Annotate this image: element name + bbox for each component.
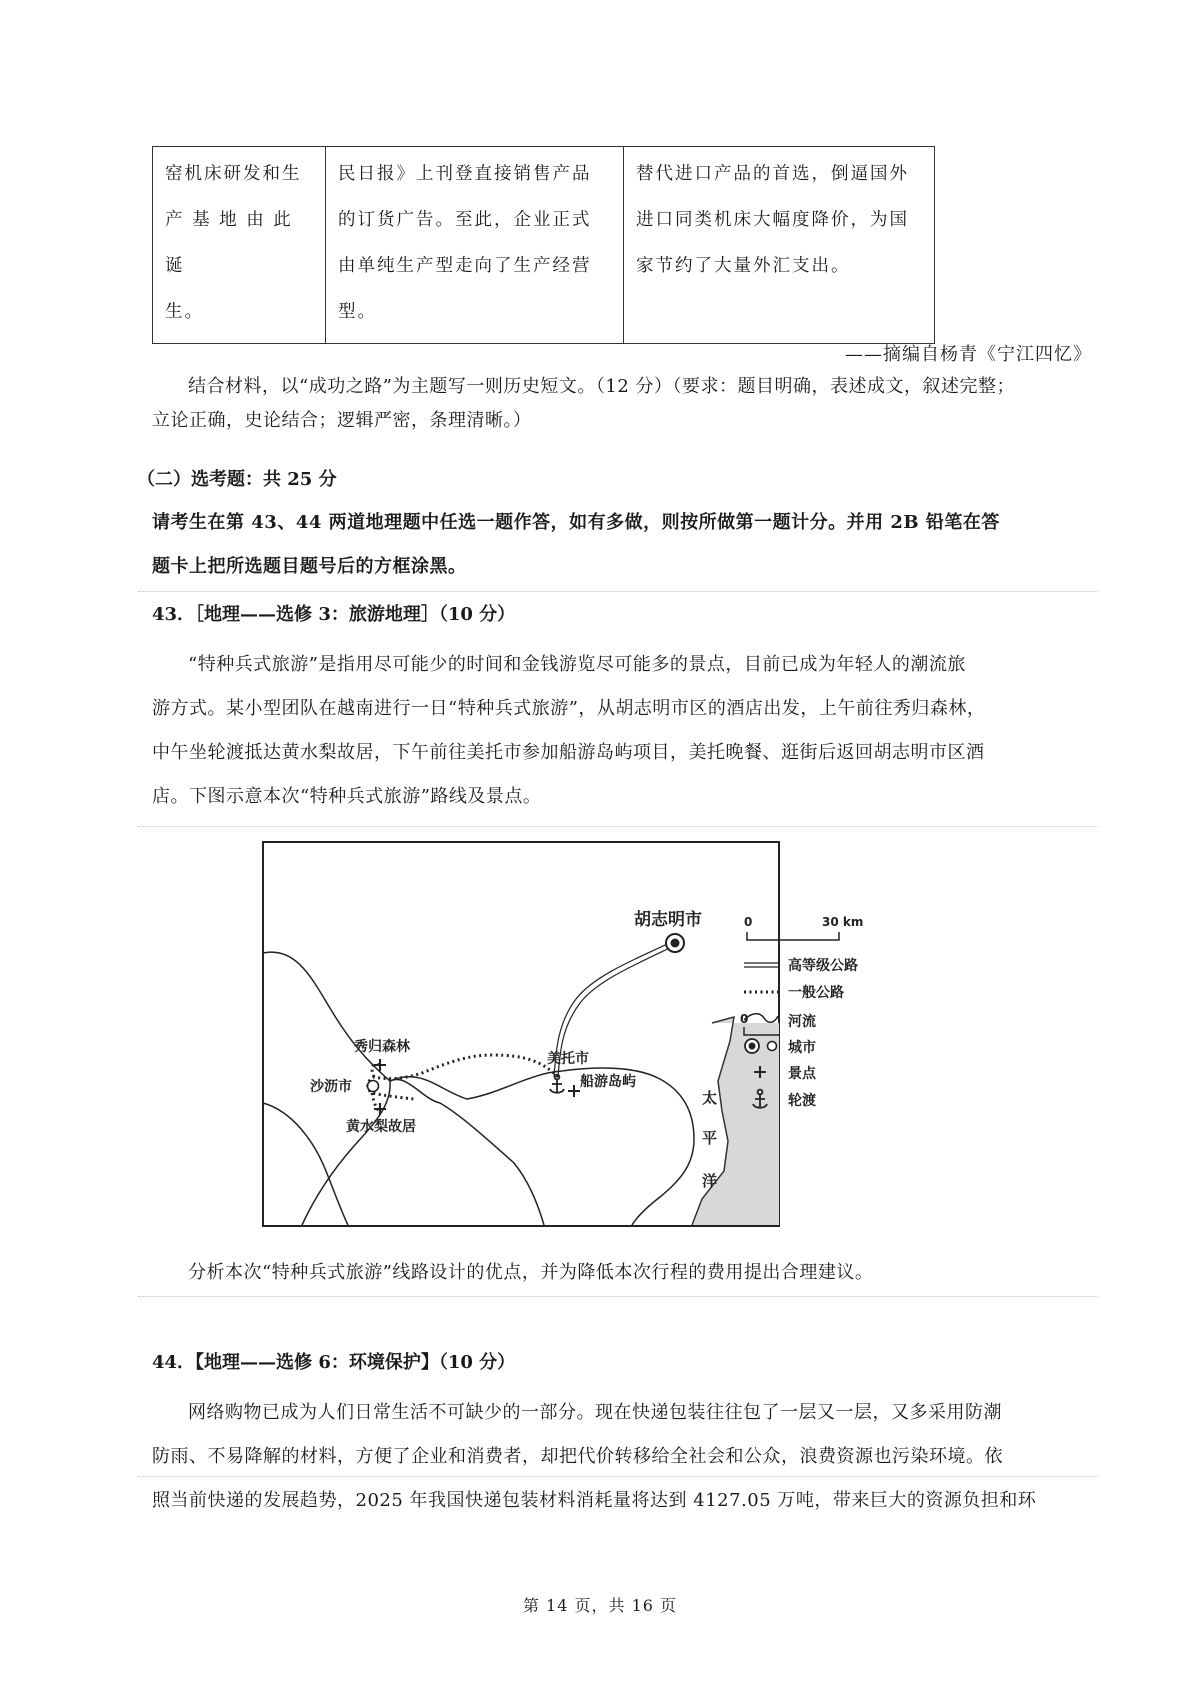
label-shali: 沙沥市 [310, 1079, 352, 1095]
label-boat-tour: 船游岛屿 [580, 1074, 636, 1090]
table-cell-col3 [624, 147, 935, 344]
label-ocean: 洋 [702, 1172, 718, 1190]
scale-zero: 0 [740, 1012, 749, 1026]
table-cell-line: 民日报》上刊登直接销售产品 [338, 164, 592, 184]
task-line-2: 立论正确，史论结合；逻辑严密，条理清晰。） [152, 410, 532, 431]
legend-scenic: 景点 [788, 1066, 816, 1082]
map-legend [744, 912, 904, 1212]
page-footer: 第 14 页，共 16 页 [522, 1596, 678, 1615]
legend-river: 河流 [788, 1014, 816, 1030]
scale-distance: 30 km [822, 915, 864, 929]
city-shali-symbol [368, 1081, 379, 1092]
task-line-1: 结合材料，以“成功之路”为主题写一则历史短文。（12 分）（要求：题目明确，表述成文，叙述完整； [188, 376, 1016, 397]
table-cell-line: 产 基 地 由 此 诞 [165, 210, 293, 276]
table-row [153, 147, 935, 344]
legend-highway: 高等级公路 [788, 958, 858, 974]
table-cell-line: 家节约了大量外汇支出。 [636, 256, 851, 276]
table-cell-line: 型。 [338, 302, 377, 322]
label-ocean: 平 [702, 1129, 718, 1147]
table-cell-line: 生。 [165, 302, 204, 322]
q43-line: “特种兵式旅游”是指用尽可能少的时间和金钱游览尽可能多的景点，目前已成为年轻人的潮流旅 [188, 654, 966, 675]
q44-line: 网络购物已成为人们日常生活不可缺少的一部分。现在快递包装往往包了一层又一层，又多采用防潮 [188, 1402, 1002, 1423]
legend-highway-symbol [744, 963, 778, 967]
q43-line: 游方式。某小型团队在越南进行一日“特种兵式旅游”，从胡志明市区的酒店出发，上午前往秀归森林， [152, 698, 986, 719]
material-source: ——摘编自杨青《宁江四忆》 [845, 344, 1092, 365]
q44-heading: 44．【地理——选修 6：环境保护】（10 分） [152, 1352, 516, 1373]
label-xiugui: 秀归森林 [354, 1039, 410, 1055]
label-ocean: 太 [702, 1089, 718, 1107]
route-map [262, 841, 780, 1227]
section-heading: （二）选考题：共 25 分 [137, 469, 337, 490]
table-cell-line: 替代进口产品的首选，倒逼国外 [636, 164, 909, 184]
q43-question: 分析本次“特种兵式旅游”线路设计的优点，并为降低本次行程的费用提出合理建议。 [188, 1262, 874, 1283]
divider [138, 826, 1098, 827]
table-cell-line: 由单纯生产型走向了生产经营 [338, 256, 592, 276]
q43-line: 中午坐轮渡抵达黄水梨故居，下午前往美托市参加船游岛屿项目，美托晚餐、逛街后返回胡志明市区酒 [152, 742, 985, 763]
label-meituo: 美托市 [547, 1051, 589, 1067]
legend-road: 一般公路 [788, 985, 844, 1001]
material-table [152, 146, 935, 344]
q44-line: 防雨、不易降解的材料，方便了企业和消费者，却把代价转移给全社会和公众，浪费资源也污染环境。依 [152, 1446, 1003, 1467]
divider [138, 1296, 1098, 1297]
table-cell-col1 [153, 147, 326, 344]
q43-line: 店。下图示意本次“特种兵式旅游”路线及景点。 [152, 786, 542, 807]
q43-heading: 43．［地理——选修 3：旅游地理］（10 分） [152, 604, 516, 625]
legend-river-symbol [744, 1014, 778, 1023]
legend-ferry: 轮渡 [788, 1093, 816, 1109]
table-cell-line: 进口同类机床大幅度降价，为国 [636, 210, 909, 230]
section-instruction-2: 题卡上把所选题目题号后的方框涂黑。 [152, 556, 467, 577]
scale-bar [747, 932, 839, 940]
table-cell-line: 的订货广告。至此，企业正式 [338, 210, 592, 230]
table-cell-col2 [326, 147, 624, 344]
table-cell-line: 窑机床研发和生 [165, 164, 302, 184]
q44-line: 照当前快递的发展趋势，2025 年我国快递包装材料消耗量将达到 4127.05 万吨，带来巨大的资源负担和环 [152, 1490, 1037, 1511]
legend-city: 城市 [788, 1040, 816, 1056]
label-huangshuili: 黄水梨故居 [346, 1119, 416, 1135]
legend-scenic-icon [754, 1066, 766, 1078]
section-instruction-1: 请考生在第 43、44 两道地理题中任选一题作答，如有多做，则按所做第一题计分。并用 2B 铅笔在答 [152, 512, 1000, 533]
city-hcm-dot [671, 939, 680, 948]
divider [138, 1476, 1098, 1477]
legend-anchor-icon [753, 1090, 767, 1108]
scale-zero: 0 [744, 915, 753, 929]
label-hcm: 胡志明市 [634, 910, 702, 930]
divider [138, 591, 1098, 592]
map-frame [263, 842, 779, 1226]
